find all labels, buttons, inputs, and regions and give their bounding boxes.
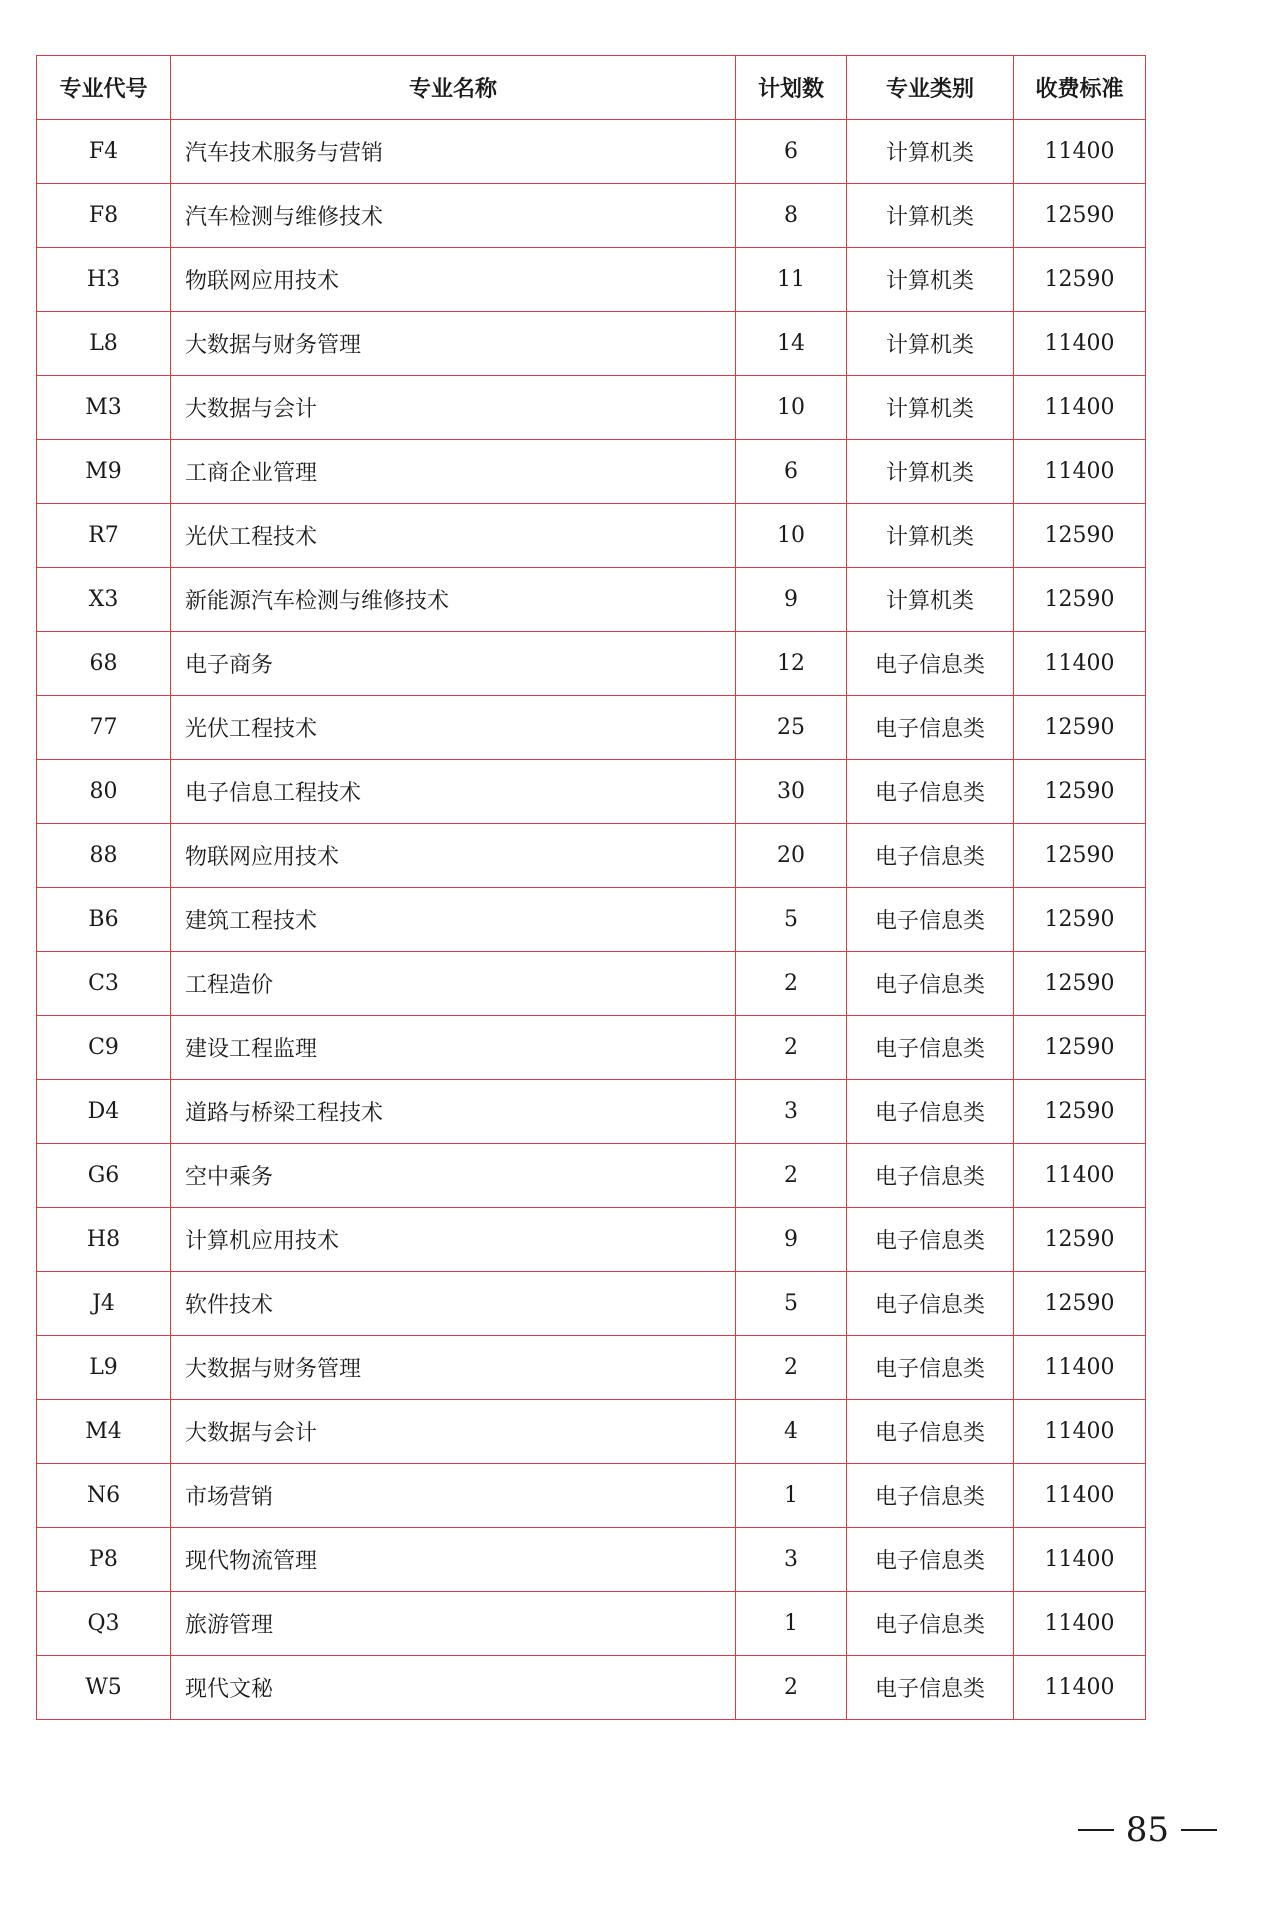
cell-code: N6 xyxy=(37,1464,171,1528)
cell-fee: 11400 xyxy=(1014,1336,1146,1400)
table-row xyxy=(37,824,1146,888)
cell-category: 电子信息类 xyxy=(847,1272,1014,1336)
cell-name: 建筑工程技术 xyxy=(171,888,736,952)
cell-plan: 30 xyxy=(736,760,847,824)
cell-code: H3 xyxy=(37,248,171,312)
cell-name: 市场营销 xyxy=(171,1464,736,1528)
table-row xyxy=(37,1336,1146,1400)
table-row xyxy=(37,696,1146,760)
cell-category: 电子信息类 xyxy=(847,1528,1014,1592)
cell-category: 电子信息类 xyxy=(847,1656,1014,1720)
cell-name: 现代物流管理 xyxy=(171,1528,736,1592)
cell-fee: 12590 xyxy=(1014,184,1146,248)
cell-plan: 25 xyxy=(736,696,847,760)
cell-code: 77 xyxy=(37,696,171,760)
cell-fee: 11400 xyxy=(1014,632,1146,696)
cell-category: 电子信息类 xyxy=(847,824,1014,888)
cell-name: 电子商务 xyxy=(171,632,736,696)
cell-name: 汽车检测与维修技术 xyxy=(171,184,736,248)
cell-plan: 2 xyxy=(736,1336,847,1400)
cell-code: C3 xyxy=(37,952,171,1016)
cell-name: 大数据与财务管理 xyxy=(171,312,736,376)
cell-code: W5 xyxy=(37,1656,171,1720)
cell-code: F4 xyxy=(37,120,171,184)
cell-category: 电子信息类 xyxy=(847,888,1014,952)
cell-name: 工程造价 xyxy=(171,952,736,1016)
cell-code: 88 xyxy=(37,824,171,888)
cell-plan: 6 xyxy=(736,440,847,504)
cell-name: 大数据与会计 xyxy=(171,1400,736,1464)
cell-fee: 12590 xyxy=(1014,696,1146,760)
cell-code: Q3 xyxy=(37,1592,171,1656)
cell-plan: 6 xyxy=(736,120,847,184)
cell-fee: 12590 xyxy=(1014,952,1146,1016)
cell-fee: 12590 xyxy=(1014,504,1146,568)
cell-code: R7 xyxy=(37,504,171,568)
cell-plan: 2 xyxy=(736,1656,847,1720)
cell-category: 电子信息类 xyxy=(847,952,1014,1016)
header-plan: 计划数 xyxy=(736,56,847,120)
cell-name: 计算机应用技术 xyxy=(171,1208,736,1272)
cell-name: 空中乘务 xyxy=(171,1144,736,1208)
cell-plan: 9 xyxy=(736,568,847,632)
table-row xyxy=(37,504,1146,568)
header-row xyxy=(37,56,1146,120)
table-row xyxy=(37,1144,1146,1208)
cell-name: 电子信息工程技术 xyxy=(171,760,736,824)
cell-code: D4 xyxy=(37,1080,171,1144)
cell-name: 软件技术 xyxy=(171,1272,736,1336)
cell-code: F8 xyxy=(37,184,171,248)
cell-plan: 2 xyxy=(736,1016,847,1080)
cell-plan: 4 xyxy=(736,1400,847,1464)
cell-name: 光伏工程技术 xyxy=(171,696,736,760)
cell-code: L8 xyxy=(37,312,171,376)
cell-code: L9 xyxy=(37,1336,171,1400)
cell-fee: 12590 xyxy=(1014,1272,1146,1336)
cell-category: 电子信息类 xyxy=(847,1336,1014,1400)
table-row xyxy=(37,1592,1146,1656)
cell-category: 计算机类 xyxy=(847,120,1014,184)
cell-plan: 20 xyxy=(736,824,847,888)
table-row xyxy=(37,1400,1146,1464)
cell-code: H8 xyxy=(37,1208,171,1272)
cell-category: 计算机类 xyxy=(847,504,1014,568)
cell-name: 工商企业管理 xyxy=(171,440,736,504)
cell-category: 计算机类 xyxy=(847,376,1014,440)
cell-category: 电子信息类 xyxy=(847,696,1014,760)
cell-plan: 14 xyxy=(736,312,847,376)
cell-category: 计算机类 xyxy=(847,568,1014,632)
cell-plan: 10 xyxy=(736,504,847,568)
cell-category: 电子信息类 xyxy=(847,632,1014,696)
cell-fee: 12590 xyxy=(1014,248,1146,312)
cell-plan: 10 xyxy=(736,376,847,440)
cell-fee: 12590 xyxy=(1014,1208,1146,1272)
page-number xyxy=(1078,1810,1217,1850)
cell-fee: 11400 xyxy=(1014,440,1146,504)
header-name: 专业名称 xyxy=(171,56,736,120)
cell-fee: 12590 xyxy=(1014,824,1146,888)
cell-fee: 12590 xyxy=(1014,760,1146,824)
cell-plan: 12 xyxy=(736,632,847,696)
cell-code: G6 xyxy=(37,1144,171,1208)
table-row xyxy=(37,1464,1146,1528)
cell-category: 电子信息类 xyxy=(847,1400,1014,1464)
cell-plan: 2 xyxy=(736,952,847,1016)
cell-name: 新能源汽车检测与维修技术 xyxy=(171,568,736,632)
table-body xyxy=(37,120,1146,1720)
cell-name: 现代文秘 xyxy=(171,1656,736,1720)
cell-category: 电子信息类 xyxy=(847,1208,1014,1272)
table-row xyxy=(37,952,1146,1016)
cell-plan: 11 xyxy=(736,248,847,312)
major-plan-table xyxy=(36,55,1146,1720)
table-row xyxy=(37,184,1146,248)
cell-name: 光伏工程技术 xyxy=(171,504,736,568)
cell-category: 电子信息类 xyxy=(847,760,1014,824)
cell-fee: 11400 xyxy=(1014,1528,1146,1592)
cell-category: 电子信息类 xyxy=(847,1016,1014,1080)
cell-name: 道路与桥梁工程技术 xyxy=(171,1080,736,1144)
table-row xyxy=(37,1208,1146,1272)
cell-category: 电子信息类 xyxy=(847,1592,1014,1656)
table-row xyxy=(37,312,1146,376)
cell-plan: 3 xyxy=(736,1080,847,1144)
cell-plan: 5 xyxy=(736,1272,847,1336)
cell-name: 大数据与财务管理 xyxy=(171,1336,736,1400)
cell-plan: 2 xyxy=(736,1144,847,1208)
cell-code: B6 xyxy=(37,888,171,952)
cell-fee: 12590 xyxy=(1014,1080,1146,1144)
table-row xyxy=(37,1272,1146,1336)
table-row xyxy=(37,632,1146,696)
cell-plan: 9 xyxy=(736,1208,847,1272)
table-row xyxy=(37,376,1146,440)
cell-code: J4 xyxy=(37,1272,171,1336)
table-row xyxy=(37,1656,1146,1720)
cell-category: 计算机类 xyxy=(847,312,1014,376)
cell-fee: 11400 xyxy=(1014,1592,1146,1656)
left-dash xyxy=(1078,1829,1114,1831)
cell-fee: 11400 xyxy=(1014,1464,1146,1528)
right-dash xyxy=(1181,1829,1217,1831)
cell-category: 计算机类 xyxy=(847,440,1014,504)
table-row xyxy=(37,888,1146,952)
page-number-text: 85 xyxy=(1125,1810,1169,1850)
cell-code: 80 xyxy=(37,760,171,824)
cell-fee: 11400 xyxy=(1014,1144,1146,1208)
cell-name: 汽车技术服务与营销 xyxy=(171,120,736,184)
cell-code: 68 xyxy=(37,632,171,696)
cell-plan: 1 xyxy=(736,1464,847,1528)
cell-fee: 12590 xyxy=(1014,568,1146,632)
cell-category: 电子信息类 xyxy=(847,1464,1014,1528)
cell-name: 物联网应用技术 xyxy=(171,824,736,888)
cell-fee: 11400 xyxy=(1014,120,1146,184)
cell-name: 建设工程监理 xyxy=(171,1016,736,1080)
table-row xyxy=(37,1080,1146,1144)
cell-category: 电子信息类 xyxy=(847,1144,1014,1208)
table-row xyxy=(37,248,1146,312)
cell-code: M9 xyxy=(37,440,171,504)
cell-fee: 12590 xyxy=(1014,888,1146,952)
cell-fee: 11400 xyxy=(1014,312,1146,376)
header-category: 专业类别 xyxy=(847,56,1014,120)
cell-plan: 8 xyxy=(736,184,847,248)
table-row xyxy=(37,568,1146,632)
header-code: 专业代号 xyxy=(37,56,171,120)
table-row xyxy=(37,760,1146,824)
cell-fee: 11400 xyxy=(1014,1656,1146,1720)
cell-fee: 11400 xyxy=(1014,376,1146,440)
cell-code: C9 xyxy=(37,1016,171,1080)
cell-code: M3 xyxy=(37,376,171,440)
table-row xyxy=(37,440,1146,504)
cell-plan: 5 xyxy=(736,888,847,952)
cell-fee: 11400 xyxy=(1014,1400,1146,1464)
table-row xyxy=(37,1016,1146,1080)
cell-category: 计算机类 xyxy=(847,248,1014,312)
table-container xyxy=(36,55,1146,1720)
cell-name: 旅游管理 xyxy=(171,1592,736,1656)
cell-name: 大数据与会计 xyxy=(171,376,736,440)
cell-plan: 1 xyxy=(736,1592,847,1656)
cell-category: 计算机类 xyxy=(847,184,1014,248)
cell-code: X3 xyxy=(37,568,171,632)
cell-fee: 12590 xyxy=(1014,1016,1146,1080)
cell-name: 物联网应用技术 xyxy=(171,248,736,312)
cell-code: P8 xyxy=(37,1528,171,1592)
table-row xyxy=(37,120,1146,184)
header-fee: 收费标准 xyxy=(1014,56,1146,120)
cell-plan: 3 xyxy=(736,1528,847,1592)
cell-category: 电子信息类 xyxy=(847,1080,1014,1144)
cell-code: M4 xyxy=(37,1400,171,1464)
table-row xyxy=(37,1528,1146,1592)
